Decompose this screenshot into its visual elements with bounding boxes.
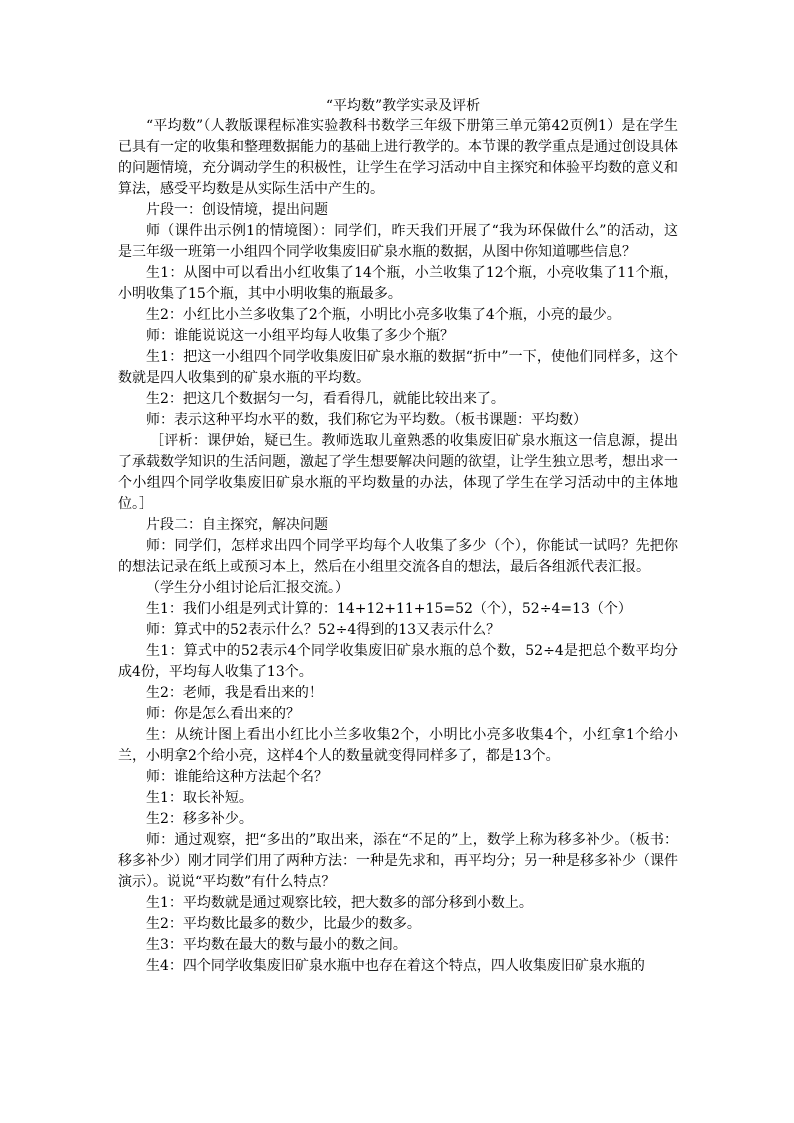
commentary-paragraph: ［评析：课伊始，疑已生。教师选取儿童熟悉的收集废旧矿泉水瓶这一信息源，提出了承载数学知识的生活问题，激起了学生想要解决问题的欲望，让学生独立思考，想出求一个小组四个同学收集废旧矿泉水瓶的平均数量的办法，体现了学生在学习活动中的主体地位。］ bbox=[118, 433, 678, 512]
paragraph: 生1：我们小组是列式计算的：14+12+11+15=52（个），52÷4=13（个） bbox=[146, 601, 632, 617]
paragraph: 生2：把这几个数据匀一匀，看看得几，就能比较出来了。 bbox=[146, 391, 505, 407]
paragraph: 生3：平均数在最大的数与最小的数之间。 bbox=[146, 937, 407, 953]
section-heading-2: 片段二：自主探究，解决问题 bbox=[146, 517, 328, 533]
paragraph: 生：从统计图上看出小红比小兰多收集2个，小明比小亮多收集4个，小红拿1个给小兰，小明拿2个给小亮，这样4个人的数量就变得同样多了，都是13个。 bbox=[118, 727, 678, 764]
paragraph: 师：表示这种平均水平的数，我们称它为平均数。（板书课题：平均数） bbox=[146, 412, 587, 428]
paragraph: 生2：平均数比最多的数少，比最少的数多。 bbox=[146, 916, 421, 932]
document-title: “平均数”教学实录及评析 bbox=[325, 98, 481, 114]
section-heading-1: 片段一：创设情境，提出问题 bbox=[146, 202, 328, 218]
paragraph: 生2：小红比小兰多收集了2个瓶，小明比小亮多收集了4个瓶，小亮的最少。 bbox=[146, 307, 621, 323]
paragraph: 生2：移多补少。 bbox=[146, 811, 253, 827]
paragraph: 生1：把这一小组四个同学收集废旧矿泉水瓶的数据“折中”一下，使他们同样多，这个数就是四人收集到的矿泉水瓶的平均数。 bbox=[118, 349, 678, 386]
paragraph: 生4：四个同学收集废旧矿泉水瓶中也存在着这个特点，四人收集废旧矿泉水瓶的 bbox=[146, 958, 645, 974]
paragraph: 生1：平均数就是通过观察比较，把大数多的部分移到小数上。 bbox=[146, 895, 533, 911]
paragraph: 师：通过观察，把“多出的”取出来，添在“不足的”上，数学上称为移多补少。（板书：移多补少）刚才同学们用了两种方法：一种是先求和，再平均分；另一种是移多补少（课件演示）。说说“平均数”有什么特点？ bbox=[118, 832, 678, 890]
paragraph: 师：你是怎么看出来的？ bbox=[146, 706, 300, 722]
document-body bbox=[118, 116, 678, 977]
paragraph: 师：算式中的52表示什么？52÷4得到的13又表示什么？ bbox=[146, 622, 501, 638]
paragraph: 师：谁能说说这一小组平均每人收集了多少个瓶？ bbox=[146, 328, 454, 344]
intro-paragraph: “平均数”（人教版课程标准实验教科书数学三年级下册第三单元第42页例1）是在学生已具有一定的收集和整理数据能力的基础上进行教学的。本节课的教学重点是通过创设具体的问题情境，充分调动学生的积极性，让学生在学习活动中自主探究和体验平均数的意义和算法，感受平均数是从实际生活中产生的。 bbox=[118, 118, 678, 197]
paragraph: 生1：从图中可以看出小红收集了14个瓶，小兰收集了12个瓶，小亮收集了11个瓶，小明收集了15个瓶，其中小明收集的瓶最多。 bbox=[118, 265, 678, 302]
paragraph: （学生分小组讨论后汇报交流。） bbox=[146, 580, 349, 596]
paragraph: 生2：老师，我是看出来的！ bbox=[146, 685, 323, 701]
paragraph: 生1：算式中的52表示4个同学收集废旧矿泉水瓶的总个数，52÷4是把总个数平均分成4份，平均每人收集了13个。 bbox=[118, 643, 678, 680]
paragraph: 师：谁能给这种方法起个名？ bbox=[146, 769, 328, 785]
document-page bbox=[118, 96, 678, 977]
paragraph: 师（课件出示例1的情境图）：同学们，昨天我们开展了“我为环保做什么”的活动，这是三年级一班第一小组四个同学收集废旧矿泉水瓶的数据，从图中你知道哪些信息？ bbox=[118, 223, 678, 260]
paragraph: 师：同学们，怎样求出四个同学平均每个人收集了多少（个），你能试一试吗？先把你的想法记录在纸上或预习本上，然后在小组里交流各自的想法，最后各组派代表汇报。 bbox=[118, 538, 678, 575]
paragraph: 生1：取长补短。 bbox=[146, 790, 253, 806]
